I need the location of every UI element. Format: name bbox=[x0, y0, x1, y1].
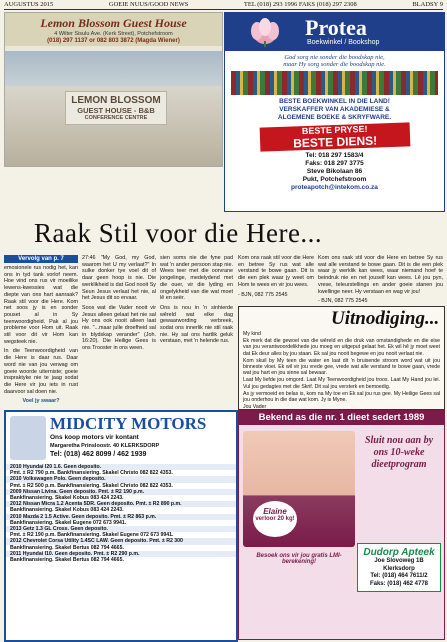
contact-line: TEL (018) 293 1996 FAKS (018) 297 2308 bbox=[243, 1, 357, 8]
claim-1: BESTE BOEKWINKEL IN DIE LAND! bbox=[279, 98, 390, 105]
paper-name: GOEIE NUUS/GOOD NEWS bbox=[108, 1, 189, 8]
paragraph: As jy vermoeid en belas is, kom na My toe en Ek sal jou rus gee. My Heilige Gees sal jou onderhou in die dae wat kom. Jy is Myne. bbox=[243, 390, 440, 404]
diet-ad-body bbox=[239, 425, 444, 639]
protea-email[interactable]: proteapotch@intekom.co.za bbox=[291, 184, 378, 191]
article-column-3 bbox=[160, 255, 233, 405]
vehicle-list bbox=[6, 464, 236, 640]
midcity-title: MIDCITY MOTORS bbox=[50, 414, 207, 433]
signature: - BJN, 082 775 2545 bbox=[238, 291, 288, 298]
visit-note: Besoek ons vir jou gratis LMI-berekening! bbox=[256, 553, 342, 565]
vehicle-list-item: 2011 Hyundai I10. Geen deposito. Pmt. ± R2 290 p.m. bbox=[6, 551, 236, 557]
claim-3: ALGEMENE BOEKE & SKRYFWARE. bbox=[277, 114, 392, 121]
ad-address: 4 Wilter Sisulu Ave. (Kerk Street), Potchefstroom bbox=[5, 31, 222, 38]
protea-claims bbox=[225, 95, 444, 122]
paragraph: Kom ons raak stil voor die Here en betree Sy rus wat alle verstand te bowe gaan. Dit is die een plek waar jy weet om Hom te wees en vir jou wees. bbox=[238, 255, 314, 288]
ad-phone: (018) 297 1137 or 082 803 3872 (Magda Wiener) bbox=[5, 38, 222, 46]
slogan-line-2: maar Hy sorg sonder die boodskap nie. bbox=[283, 61, 386, 68]
lemon-blossom-ad bbox=[4, 12, 223, 167]
paragraph: Kom skuil by My teen die water en laat dit 'n bruisende stroom word wat uit jou binneste vloei. Ek wil vir jou vrede gee, vrede wat alle verstand te bowe gaan, vrede wat jou hart en jou sinne sal bewaar. bbox=[243, 357, 440, 377]
building-sign bbox=[65, 91, 167, 125]
vehicle-list-item: Bankfinansiering. Skakel Kobus 083 424 2243. bbox=[10, 495, 124, 502]
article-column-1 bbox=[4, 255, 78, 405]
greeting: My kind bbox=[243, 331, 261, 337]
vehicle-list-item: Bankfinansiering. Skakel Eugene 072 673 9941. bbox=[10, 519, 127, 526]
pharmacy-name: Dudorp Apteek bbox=[363, 547, 435, 558]
vehicle-list-item: Pmt. ± R2 500 p.m. Bankfinansiering. Skakel Christo 082 822 4353. bbox=[10, 482, 173, 489]
page-number: BLADSY 9 bbox=[412, 1, 443, 8]
books-photo bbox=[231, 71, 438, 95]
paragraph: Kom ons raak stil voor die Here en betree Sy rus wat alle verstand te bowe gaan. Dit is die een plek waar jy werklik kan wees, waar niemand hoef te beindruk nie en net jouself kan wees. Lê jou pyn, vrese, teleurstellings en ander goeie stanen jou kwellinge neer. Hy verstaan en wag vir jou! bbox=[318, 255, 443, 295]
pharmacy-street: Joe Slovoweg 1B bbox=[374, 558, 424, 564]
pharmacy-fax: Faks: (018) 462 4778 bbox=[369, 580, 429, 587]
uitnodiging-body bbox=[243, 331, 440, 410]
protea-street: Steve Bikolaan 86 bbox=[306, 168, 363, 175]
vehicle-list-item: 2010 Volkswagen Polo. Geen deposito. bbox=[6, 476, 236, 482]
badge-name: Elaine bbox=[263, 507, 287, 516]
vehicle-list-item: 2012 Chevrolet Corsa Utility 1.4SC LAW. Geen deposito. Pmt. ± R2 300 bbox=[6, 538, 236, 544]
protea-name: Protea bbox=[305, 15, 367, 40]
protea-slogan bbox=[225, 51, 444, 71]
midcity-motors-ad bbox=[4, 410, 238, 642]
paragraph: In die Teenwoordigheid van die Here is daar rus. Daar word nie van jou verwag om goeie woorde uiterniste; goeie inspraktyke nie te jaag sodat die Here vir jou iets in rust daarvoor sal doen nie. bbox=[4, 348, 78, 395]
signature: Jou Vader bbox=[243, 404, 267, 410]
paragraph: sien soms nie die fyne pad wat 'n ander persoon stap nie. Wees teer met die oorvrane jongelinge, medelydend met die ouer, vir die lyding en ongelykheid van die wat moet lê en seër. bbox=[160, 255, 233, 302]
protea-bookshop-ad bbox=[224, 12, 445, 212]
midcity-phone: Tel: (018) 462 8099 / 462 1939 bbox=[50, 451, 147, 458]
protea-fax: Faks: 018 297 3775 bbox=[305, 160, 364, 167]
paragraph: Ons is nou in 'n sinhierde wêreld wat elke dag gewaarwording verbreek, sodat ons innerlik nie stil raak nie. Hy sal ons hartlik geluk verstaan, met 'n helende rus. bbox=[160, 304, 233, 345]
vehicle-list-item: 2010 Mazda 2 1.5 Active. Geen deposito. Pmt. ± R2 863 p.m. bbox=[6, 514, 236, 520]
protea-flower-icon bbox=[239, 17, 291, 47]
car-logo-icon bbox=[10, 416, 46, 460]
dudorp-apteek-box bbox=[357, 543, 441, 592]
vehicle-list-item: 2012 Nissan Micra 1.2 Acenta 5DR. Geen deposito. Pmt. ± R2 890 p.m. bbox=[6, 501, 236, 507]
slogan-line-1: God sorg nie sonder die boodskap nie, bbox=[284, 54, 385, 61]
article-column-2 bbox=[82, 255, 156, 405]
price-line-1: BESTE PRYSE! bbox=[301, 123, 368, 137]
testimonial-photo bbox=[243, 431, 355, 547]
pharmacy-tel: Tel: (018) 464 7611/2 bbox=[370, 573, 428, 579]
protea-town: Pukt, Potchefstroom bbox=[302, 176, 367, 183]
guest-house-photo bbox=[5, 51, 222, 166]
vehicle-list-item: Bankfinansiering. Skakel Kobus 083 424 2243. bbox=[10, 507, 124, 514]
vehicle-list-item: Bankfinansiering. Skakel Bertus 082 794 4665. bbox=[10, 544, 124, 551]
price-line-2: BESTE DIENS! bbox=[292, 133, 377, 151]
article-column-4 bbox=[238, 255, 314, 303]
uitnodiging-box bbox=[238, 306, 445, 410]
midcity-subtitle: Ons koop motors vir kontant bbox=[50, 434, 139, 441]
vehicle-list-item: 2009 Nissan Livina. Geen deposito. Pmt. ± R2 190 p.m. bbox=[6, 489, 236, 495]
sign-line: GUEST HOUSE - B&B bbox=[77, 106, 155, 115]
ad-title: Lemon Blossom Guest House bbox=[5, 13, 222, 31]
claim-2: VERSKAFFER VAN AKADEMIESE & bbox=[279, 106, 390, 113]
diet-ad-title: Bekend as die nr. 1 dieet sedert 1989 bbox=[239, 411, 444, 425]
sign-conference: CONFERENCE CENTRE bbox=[84, 115, 148, 121]
protea-banner bbox=[225, 13, 444, 51]
sign-name: LEMON BLOSSOM bbox=[71, 95, 161, 106]
price-banner bbox=[259, 122, 410, 151]
vehicle-list-item: Pmt. ± R2 190 p.m. Bankfinansiering. Skakel Eugene 072 673 9941. bbox=[10, 532, 174, 539]
weight-loss-badge bbox=[253, 501, 297, 537]
join-callout: Sluit nou aan by ons 10-weke dieetprogram bbox=[364, 435, 434, 470]
vehicle-list-item: Bankfinansiering. Skakel Bertus 082 794 4665. bbox=[10, 557, 124, 564]
midcity-address: Margaretha Prinsloostr. 40 KLERKSDORP bbox=[50, 443, 160, 449]
page-header bbox=[4, 0, 443, 10]
issue-date: AUGUSTUS 2015 bbox=[4, 1, 54, 8]
uitnodiging-title: Uitnodiging... bbox=[331, 308, 440, 329]
paragraph: Laat My liefde jou omgord. Laat My Teenwoordigheid jou troos. Laat My Hand jou lei. Vul jou gedagtes met die Skrif. Dit sal jou versterk en bemoedig. bbox=[243, 377, 440, 390]
vehicle-list-item: 2010 Hyundai I20 1.6. Geen deposito. bbox=[6, 464, 236, 470]
protea-tel: Tel: 018 297 1583/4 bbox=[305, 152, 364, 159]
protea-contact bbox=[225, 152, 444, 184]
continued-bar: Vervolg van p. 7 bbox=[4, 255, 78, 263]
vehicle-list-item: 2013 Getz 1.3 GL Cross. Geen deposito. bbox=[6, 526, 236, 532]
protea-subtitle: Boekwinkel / Bookshop bbox=[307, 39, 380, 46]
paragraph: Soos wat die Vader nooit vir Jesus alleen gelaat het nie sal Hy ons ook nooit alleen laat nie. "...maar julle droefheid sal in blydskap verander" (Joh. 16:20). Die Heilige Gees is ons Trooster in ons ween. bbox=[82, 304, 156, 352]
paragraph: emosionele rus nodig het, kan ons in tyd tank vorlof neem. Hoe vind ons rus vir moeilike lewens-kwessies wat die diepte van ons hart aanraak? Raak stil voor die Here. Kom net soos jy is en sonder pouset al in Sy teenwoordigheid. Pak al jou probleme voor Hom uit. Raak stil voor dit vir Hom kan wegsteek nie. bbox=[4, 265, 78, 345]
paragraph: 27:46 "My God, my God, waarom het U my verlaat?" In sulke donker tye voel dit of daar geen hoop is nie. Die werklikheid is dat God nooit Sy Seun Jesus verlaat het nie, al het Jesus dit so ervaar. bbox=[82, 255, 156, 302]
paragraph: Ek merk dat die gewoel van die wêreld en die druk van omstandighede en die eise van jou verantwoordelikhede jou moeg en uitgeput gelaat het. Ek wil hê jy moet weet dat Ek deur alles by jou staan. Ek sal jou nooit begewe en jou nooit verlaat nie. bbox=[243, 338, 440, 357]
badge-value: verloor 20 kg! bbox=[255, 516, 295, 522]
subheading: Voel jy swaar? bbox=[22, 398, 60, 405]
vehicle-list-item: Pmt. ± R2 790 p.m. Bankfinansiering. Skakel Christo 082 822 4353. bbox=[10, 470, 173, 477]
diet-program-ad bbox=[238, 410, 445, 640]
article-column-5 bbox=[318, 255, 443, 303]
pharmacy-town: Klerksdorp bbox=[383, 565, 415, 572]
article-headline: Raak Stil voor die Here... bbox=[34, 218, 323, 248]
signature: - BJN, 082 775 2545 bbox=[318, 298, 368, 303]
